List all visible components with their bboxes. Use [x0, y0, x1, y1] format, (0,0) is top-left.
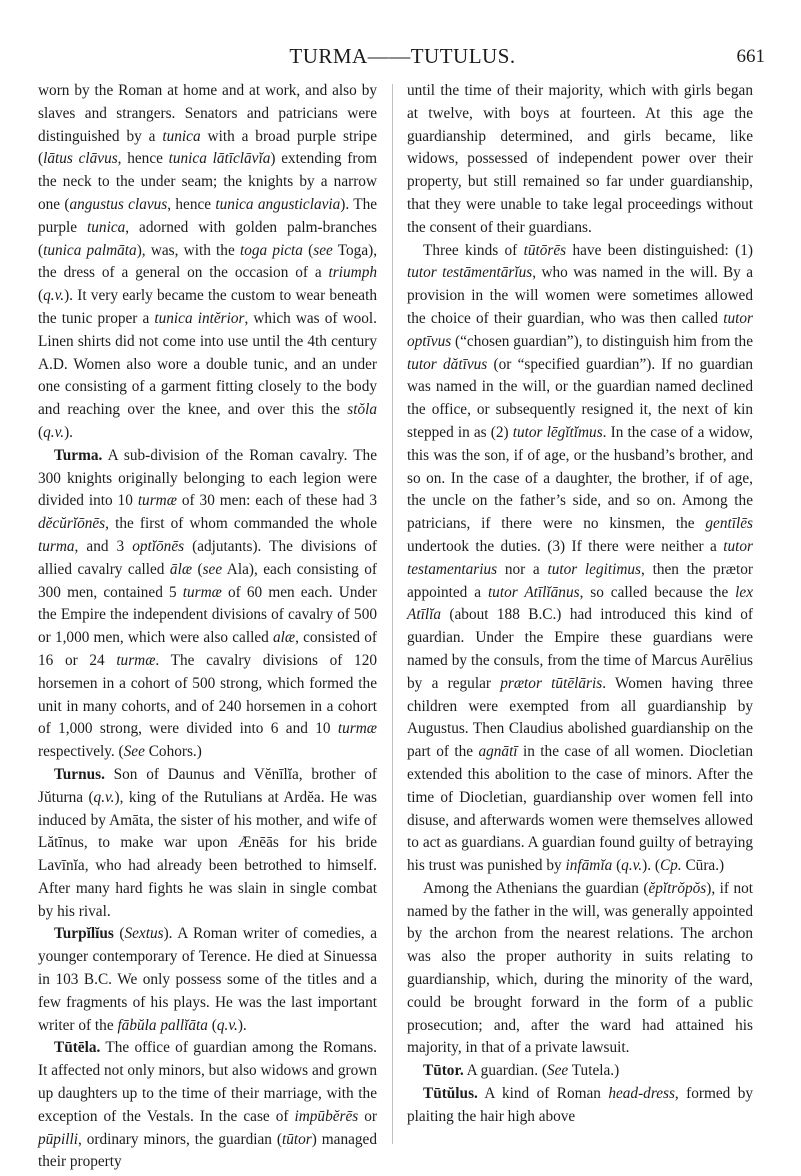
entry-tutela-continued: until the time of their majority, which with girls began at twelve, with boys at fourteen. At this age the guardianship determined, and girls became, like widows, possessed of independent power over their property, but still remained so far under guardianship, that they were unable to take legal proceedings without the consent of their guardians.: [407, 82, 753, 236]
column-divider: [392, 84, 393, 1144]
running-head: TURMA——TUTULUS.: [289, 44, 516, 68]
right-column: [407, 80, 753, 1129]
entry-tunica-continued: worn by the Roman at home and at work, and also by slaves and strangers. Senators and patricians were distinguished by a tunica with a broad purple stripe (lātus clāvus, hence tunica lātīclāvĭa) extending from the neck to the under seam; the knights by a narrow one (angustus clavus, hence tunica angusticlavia). The purple tunica, adorned with golden palm-branches (tunica palmāta), was, with the toga picta (see Toga), the dress of a general on the occasion of a triumph (q.v.). It very early became the custom to wear beneath the tunic proper a tunica intĕrior, which was of wool. Linen shirts did not come into use until the 4th century A.D. Women also wore a double tunic, and an under one consisting of a garment fitting closely to the body and reaching over the knee, and over this the stŏla (q.v.).: [38, 82, 378, 441]
page-header: [40, 44, 765, 72]
page-number: 661: [736, 46, 765, 67]
entry-tutela-kinds: Three kinds of tūtōrēs have been distinguished: (1) tutor testāmentārĭus, who was named in the will. By a provision in the will women were sometimes allowed the choice of their guardian, who was then called tutor optīvus (“chosen guardian”), to distinguish him from the tutor dătīvus (or “specified guardian”). If no guardian was named in the will, or the guardian named declined the office, or subsequently resigned it, the next of kin stepped in as (2) tutor lēgĭtĭmus. In the case of a widow, this was the son, if of age, or the husband’s brother, and so on. In the case of a daughter, the brother, if of age, the uncle on the father’s side, and so on. Among the patricians, if there were no kinsmen, the gentīlēs undertook the duties. (3) If there were neither a tutor testamentarius nor a tutor legitimus, then the prætor appointed a tutor Atīlĭānus, so called because the lex Atīlĭa (about 188 B.C.) had introduced this kind of guardian. Under the Empire these guardians were named by the consuls, from the time of Marcus Aurēlius by a regular prætor tūtēlāris. Women having three children were exempted from all guardianship by Augustus. Then Claudius abolished guardianship on the part of the agnātī in the case of all women. Diocletian extended this abolition to the case of minors. After the time of Diocletian, guardianship over women fell into disuse, and afterwards women were themselves allowed to act as guardians. A guardian found guilty of betraying his trust was punished by infāmĭa (q.v.). (Cp. Cūra.): [407, 241, 754, 875]
entry-tutor: Tūtor. A guardian. (See Tutela.): [423, 1062, 620, 1080]
entry-turma: Turma. A sub-division of the Roman cavalry. The 300 knights originally belonging to each legion were divided into 10 turmæ of 30 men: each of these had 3 dĕcŭrĭōnēs, the first of whom commanded the whole turma, and 3 optĭōnēs (adjutants). The divisions of allied cavalry called ālæ (see Ala), each consisting of 300 men, contained 5 turmæ of 60 men each. Under the Empire the independent divisions of cavalry of 500 or 1,000 men, which were also called alæ, consisted of 16 or 24 turmæ. The cavalry divisions of 120 horsemen in a cohort of 500 strong, which formed the unit in many cohorts, and of 240 horsemen in a cohort of 1,000 strong, were divided into 6 and 10 turmæ respectively. (See Cohors.): [38, 446, 377, 761]
entry-tutela: Tūtēla. The office of guardian among the Romans. It affected not only minors, but also widows and grown up daughters up to the time of their marriage, with the exception of the Vestals. In the case of impūbĕrēs or pūpilli, ordinary minors, the guardian (tūtor) managed their property: [38, 1039, 377, 1171]
entry-tutela-athenians: Among the Athenians the guardian (ĕpĭtrŏpŏs), if not named by the father in the will, was generally appointed by the archon from the nearest relations. The archon was also the proper authority in suits relating to guardianship, which, during the minority of the ward, could be brought forward in the form of a public prosecution; and, after the ward had attained his majority, in that of a private lawsuit.: [407, 879, 753, 1057]
entry-tutulus: Tūtŭlus. A kind of Roman head-dress, formed by plaiting the hair high above: [407, 1085, 753, 1125]
entry-turpilius: Turpĭlĭus (Sextus). A Roman writer of comedies, a younger contemporary of Terence. He died at Sinuessa in 103 B.C. We only possess some of the titles and a few fragments of his plays. He was the last important writer of the fābŭla pallĭāta (q.v.).: [38, 925, 378, 1034]
left-column: [38, 80, 377, 1174]
entry-turnus: Turnus. Son of Daunus and Vĕnīlĭa, brother of Jŭturna (q.v.), king of the Rutulians at Ardĕa. He was induced by Amāta, the sister of his mother, and wife of Lătīnus, to make war upon Ænēās for his bride Lavīnĭa, who had already been betrothed to himself. After many hard fights he was slain in single combat by his rival.: [38, 765, 377, 920]
